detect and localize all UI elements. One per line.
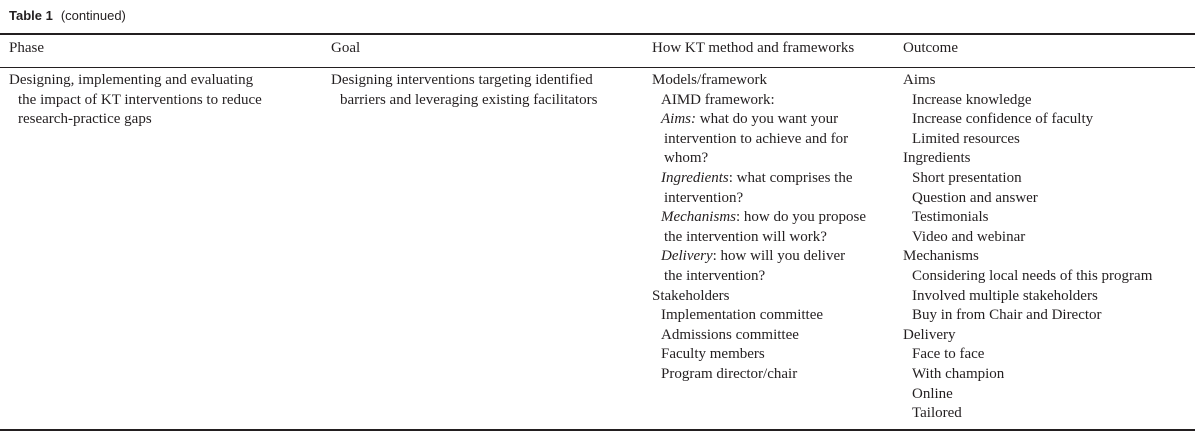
table-label: Table 1 [9,8,53,23]
outcome-item: With champion [912,365,1005,382]
outcome-cell [903,71,1152,424]
delivery-text: : how will you deliver [712,248,846,265]
header-method: How KT method and frameworks [652,40,855,56]
outcome-item: Considering local needs of this program [912,267,1153,284]
top-rule [0,33,1195,35]
aims-cont: intervention to achieve and for [664,130,849,147]
outcome-item: Involved multiple stakeholders [912,287,1098,304]
ingredients-cont: intervention? [664,189,744,206]
goal-line: barriers and leveraging existing facilitators [340,91,598,108]
ingredients-text: : what comprises the [728,169,853,186]
mechanisms-text: : how do you propose [736,209,866,226]
table-caption [9,8,126,23]
outcome-delivery-heading: Delivery [903,326,956,343]
ingredients-term: Ingredients [661,169,729,186]
bottom-rule [0,429,1195,431]
outcome-item: Video and webinar [912,228,1026,245]
ingredients-line [652,169,866,189]
goal-line: Designing interventions targeting identified [331,72,593,88]
mechanisms-line [652,208,866,228]
outcome-item: Buy in from Chair and Director [912,307,1102,324]
stakeholder-item: Program director/chair [661,365,798,382]
stakeholder-item: Faculty members [661,346,765,363]
phase-line: the impact of KT interventions to reduce [18,91,262,108]
header-goal: Goal [331,40,361,56]
delivery-term: Delivery [661,248,713,265]
aims-term: Aims: [661,111,696,128]
table-subtitle: (continued) [60,8,126,23]
outcome-mechanisms-heading: Mechanisms [903,248,979,265]
phase-line: research-practice gaps [18,111,152,128]
outcome-item: Short presentation [912,169,1022,186]
aimd-title: AIMD framework: [661,91,775,108]
delivery-cont: the intervention? [664,267,766,284]
outcome-item: Increase confidence of faculty [912,111,1094,128]
aims-cont: whom? [664,150,709,167]
outcome-ingredients-heading: Ingredients [903,150,971,167]
stakeholder-item: Admissions committee [661,326,799,343]
outcome-item: Online [912,385,953,402]
goal-cell [331,71,597,110]
phase-line: Designing, implementing and evaluating [9,72,254,88]
stakeholder-item: Implementation committee [661,307,824,324]
mechanisms-cont: the intervention will work? [664,228,827,245]
header-rule [0,67,1195,68]
header-outcome: Outcome [903,40,958,56]
models-heading: Models/framework [652,72,767,88]
aims-line [652,110,866,130]
phase-cell [9,71,262,130]
outcome-item: Tailored [912,405,962,422]
mechanisms-term: Mechanisms [661,209,736,226]
outcome-item: Increase knowledge [912,91,1032,108]
outcome-aims-heading: Aims [903,72,936,88]
outcome-item: Testimonials [912,209,989,226]
outcome-item: Face to face [912,346,985,363]
method-cell [652,71,866,385]
outcome-item: Limited resources [912,130,1020,147]
aims-text: what do you want your [696,111,839,128]
stakeholders-heading: Stakeholders [652,287,730,304]
outcome-item: Question and answer [912,189,1038,206]
header-phase: Phase [9,40,44,56]
delivery-line [652,247,866,267]
